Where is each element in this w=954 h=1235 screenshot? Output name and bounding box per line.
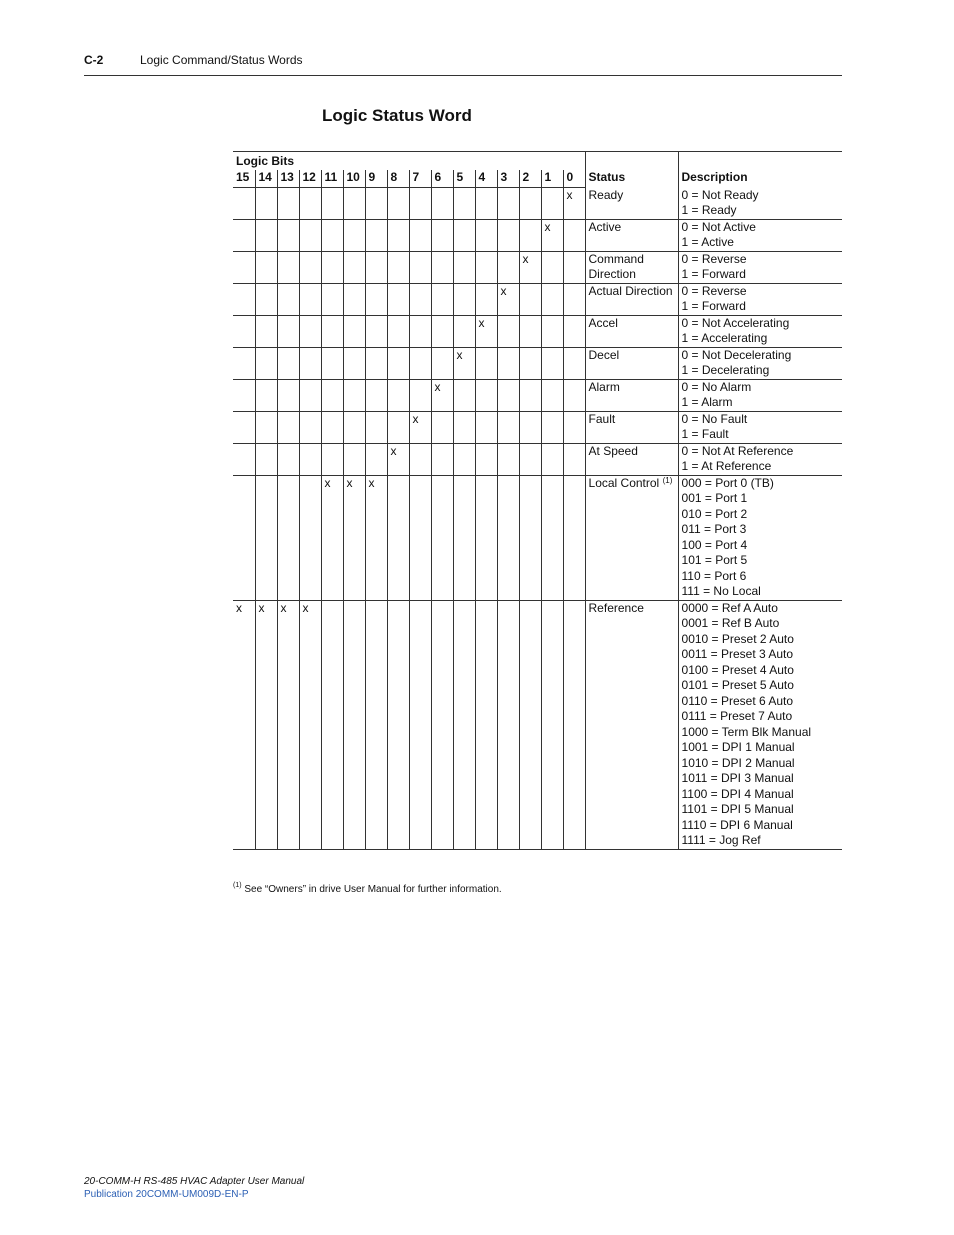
bit-cell bbox=[453, 411, 475, 443]
status-label: Accel bbox=[588, 315, 618, 330]
bit-cell bbox=[233, 283, 255, 315]
bit-cell bbox=[563, 475, 585, 600]
status-label: Reference bbox=[588, 600, 644, 615]
description-line: 0 = Reverse bbox=[681, 283, 747, 298]
bit-cell bbox=[277, 411, 299, 443]
status-label: Ready bbox=[588, 187, 624, 202]
bit-cell bbox=[365, 315, 387, 347]
bit-cell bbox=[343, 600, 365, 849]
bit-cell bbox=[519, 315, 541, 347]
table-row bbox=[233, 188, 842, 220]
bit-cell bbox=[563, 283, 585, 315]
description-line: 1 = Forward bbox=[681, 299, 746, 313]
page-header bbox=[84, 53, 842, 76]
description-cell bbox=[678, 411, 842, 443]
page-title: Logic Status Word bbox=[322, 106, 472, 125]
status-label: Fault bbox=[588, 411, 616, 426]
status-cell bbox=[585, 379, 678, 411]
section-title: Logic Command/Status Words bbox=[140, 53, 303, 67]
description-cell bbox=[678, 475, 842, 600]
status-cell bbox=[585, 443, 678, 475]
table-row bbox=[233, 315, 842, 347]
bit-cell bbox=[387, 219, 409, 251]
footnote-text: See “Owners” in drive User Manual for further information. bbox=[244, 884, 502, 895]
description-line: 1 = Decelerating bbox=[681, 363, 770, 377]
bit-cell: x bbox=[255, 600, 277, 849]
bit-cell: x bbox=[233, 600, 255, 849]
description-line: 011 = Port 3 bbox=[681, 522, 747, 536]
bit-cell bbox=[387, 283, 409, 315]
bit-cell: x bbox=[299, 600, 321, 849]
bit-cell bbox=[431, 443, 453, 475]
description-line: 0 = Not Decelerating bbox=[681, 347, 792, 362]
description-line: 1000 = Term Blk Manual bbox=[681, 724, 812, 739]
description-cell bbox=[678, 443, 842, 475]
bit-cell: x bbox=[321, 475, 343, 600]
description-cell bbox=[678, 283, 842, 315]
bit-cell: x bbox=[497, 283, 519, 315]
bit-cell bbox=[409, 347, 431, 379]
description-line: 1110 = DPI 6 Manual bbox=[681, 817, 793, 832]
bit-cell bbox=[255, 251, 277, 283]
description-line: 0 = No Alarm bbox=[681, 379, 752, 394]
bit-cell bbox=[431, 411, 453, 443]
description-cell bbox=[678, 188, 842, 220]
bit-cell bbox=[387, 315, 409, 347]
bit-cell bbox=[387, 251, 409, 283]
bit-cell bbox=[409, 219, 431, 251]
bit-cell bbox=[475, 219, 497, 251]
bit-cell bbox=[453, 219, 475, 251]
bit-cell bbox=[233, 411, 255, 443]
description-line: 1001 = DPI 1 Manual bbox=[681, 740, 795, 754]
page-number: C-2 bbox=[84, 53, 104, 67]
bit-cell bbox=[541, 475, 563, 600]
bit-cell: x bbox=[519, 251, 541, 283]
bit-cell bbox=[343, 315, 365, 347]
bit-cell bbox=[299, 379, 321, 411]
bit-cell bbox=[233, 379, 255, 411]
bit-cell bbox=[365, 600, 387, 849]
description-line: 1111 = Jog Ref bbox=[681, 833, 761, 847]
bit-cell bbox=[431, 188, 453, 220]
bit-cell bbox=[453, 251, 475, 283]
description-line: 0 = Not Ready bbox=[681, 187, 759, 202]
bit-cell bbox=[277, 443, 299, 475]
bit-cell bbox=[299, 411, 321, 443]
bit-cell bbox=[541, 347, 563, 379]
bit-cell bbox=[299, 443, 321, 475]
logic-bits-header: Logic Bits bbox=[233, 152, 585, 171]
status-cell bbox=[585, 411, 678, 443]
bit-cell bbox=[475, 347, 497, 379]
description-line: 1010 = DPI 2 Manual bbox=[681, 755, 795, 770]
footnote-reference: (1) bbox=[662, 475, 673, 485]
bit-cell bbox=[453, 283, 475, 315]
bit-cell bbox=[299, 315, 321, 347]
bit-cell bbox=[541, 379, 563, 411]
bit-cell bbox=[497, 347, 519, 379]
bit-cell bbox=[321, 219, 343, 251]
bit-cell bbox=[299, 219, 321, 251]
bit-cell bbox=[321, 600, 343, 849]
bit-cell bbox=[387, 600, 409, 849]
bit-cell bbox=[409, 251, 431, 283]
status-cell bbox=[585, 219, 678, 251]
bit-cell bbox=[233, 251, 255, 283]
bit-cell bbox=[563, 315, 585, 347]
status-label: Alarm bbox=[588, 379, 620, 394]
bit-cell bbox=[343, 283, 365, 315]
bit-header-12: 12 bbox=[299, 170, 321, 188]
bit-header-2: 2 bbox=[519, 170, 541, 188]
bit-cell bbox=[475, 251, 497, 283]
table-row bbox=[233, 411, 842, 443]
description-line: 0110 = Preset 6 Auto bbox=[681, 693, 794, 708]
bit-cell bbox=[299, 283, 321, 315]
bit-cell bbox=[255, 475, 277, 600]
description-line: 0 = Not Accelerating bbox=[681, 315, 790, 330]
page-footer bbox=[84, 1175, 304, 1201]
description-line: 0011 = Preset 3 Auto bbox=[681, 647, 794, 661]
bit-cell bbox=[541, 411, 563, 443]
bit-cell bbox=[387, 379, 409, 411]
bit-header-3: 3 bbox=[497, 170, 519, 188]
description-line: 0101 = Preset 5 Auto bbox=[681, 678, 794, 692]
bit-header-6: 6 bbox=[431, 170, 453, 188]
bit-cell bbox=[255, 315, 277, 347]
bit-cell bbox=[255, 443, 277, 475]
bit-cell bbox=[365, 443, 387, 475]
bit-cell bbox=[299, 347, 321, 379]
description-line: 1 = Accelerating bbox=[681, 331, 768, 345]
bit-cell bbox=[277, 219, 299, 251]
bit-header-5: 5 bbox=[453, 170, 475, 188]
bit-header-11: 11 bbox=[321, 170, 343, 188]
bit-cell bbox=[343, 188, 365, 220]
bit-cell bbox=[475, 443, 497, 475]
bit-cell bbox=[409, 475, 431, 600]
description-cell bbox=[678, 600, 842, 849]
table-row bbox=[233, 347, 842, 379]
description-line: 110 = Port 6 bbox=[681, 568, 747, 583]
bit-cell: x bbox=[409, 411, 431, 443]
status-label: Decel bbox=[588, 347, 620, 362]
bit-cell bbox=[299, 251, 321, 283]
bit-cell bbox=[497, 188, 519, 220]
footnote bbox=[233, 884, 502, 895]
bit-cell bbox=[519, 379, 541, 411]
description-cell bbox=[678, 315, 842, 347]
status-cell bbox=[585, 600, 678, 849]
status-column-header: Status bbox=[585, 152, 678, 188]
bit-cell bbox=[431, 283, 453, 315]
bit-cell bbox=[299, 475, 321, 600]
description-column-header: Description bbox=[678, 152, 842, 188]
bit-cell bbox=[321, 188, 343, 220]
description-line: 1100 = DPI 4 Manual bbox=[681, 786, 794, 801]
bit-cell bbox=[475, 379, 497, 411]
bit-cell bbox=[409, 443, 431, 475]
description-cell bbox=[678, 251, 842, 283]
bit-cell bbox=[255, 411, 277, 443]
bit-cell bbox=[519, 443, 541, 475]
bit-cell bbox=[277, 379, 299, 411]
description-line: 010 = Port 2 bbox=[681, 506, 748, 521]
bit-cell bbox=[409, 315, 431, 347]
bit-cell bbox=[409, 188, 431, 220]
description-line: 1 = Fault bbox=[681, 427, 729, 441]
bit-cell bbox=[519, 283, 541, 315]
bit-cell bbox=[387, 347, 409, 379]
bit-cell bbox=[431, 475, 453, 600]
bit-header-8: 8 bbox=[387, 170, 409, 188]
description-line: 1 = Active bbox=[681, 235, 734, 249]
bit-cell bbox=[233, 475, 255, 600]
bit-cell bbox=[563, 219, 585, 251]
description-line: 1 = Alarm bbox=[681, 395, 733, 409]
bit-cell bbox=[431, 315, 453, 347]
bit-cell bbox=[409, 379, 431, 411]
description-line: 1011 = DPI 3 Manual bbox=[681, 771, 794, 785]
description-line: 0010 = Preset 2 Auto bbox=[681, 631, 794, 646]
bit-cell: x bbox=[343, 475, 365, 600]
bit-cell bbox=[233, 219, 255, 251]
table-row bbox=[233, 219, 842, 251]
manual-title: 20-COMM-H RS-485 HVAC Adapter User Manual bbox=[84, 1176, 305, 1187]
bit-cell bbox=[409, 283, 431, 315]
bit-cell bbox=[343, 379, 365, 411]
footnote-marker: (1) bbox=[233, 882, 242, 889]
bit-header-1: 1 bbox=[541, 170, 563, 188]
bit-cell bbox=[519, 219, 541, 251]
bit-cell bbox=[519, 188, 541, 220]
bit-cell bbox=[497, 411, 519, 443]
status-cell bbox=[585, 347, 678, 379]
bit-header-14: 14 bbox=[255, 170, 277, 188]
bit-cell bbox=[519, 347, 541, 379]
bit-cell bbox=[255, 379, 277, 411]
status-label: Local Control bbox=[588, 475, 660, 490]
bit-cell bbox=[321, 379, 343, 411]
status-cell bbox=[585, 283, 678, 315]
status-cell bbox=[585, 315, 678, 347]
bit-cell bbox=[255, 188, 277, 220]
bit-cell bbox=[321, 251, 343, 283]
description-cell bbox=[678, 347, 842, 379]
bit-cell: x bbox=[541, 219, 563, 251]
description-line: 1 = Forward bbox=[681, 267, 746, 281]
bit-cell bbox=[387, 475, 409, 600]
bit-header-9: 9 bbox=[365, 170, 387, 188]
description-line: 0 = No Fault bbox=[681, 411, 748, 426]
bit-cell bbox=[431, 347, 453, 379]
bit-cell bbox=[563, 600, 585, 849]
bit-cell bbox=[277, 347, 299, 379]
description-line: 1 = Ready bbox=[681, 203, 737, 217]
bit-cell bbox=[233, 347, 255, 379]
logic-status-table bbox=[233, 151, 842, 850]
bit-cell bbox=[563, 251, 585, 283]
bit-header-13: 13 bbox=[277, 170, 299, 188]
bit-cell: x bbox=[431, 379, 453, 411]
bit-cell bbox=[277, 315, 299, 347]
bit-cell bbox=[453, 475, 475, 600]
bit-cell bbox=[233, 188, 255, 220]
bit-cell bbox=[541, 600, 563, 849]
bit-cell bbox=[321, 315, 343, 347]
bit-cell bbox=[497, 219, 519, 251]
bit-cell bbox=[321, 347, 343, 379]
table-row bbox=[233, 443, 842, 475]
bit-cell bbox=[277, 283, 299, 315]
bit-cell bbox=[387, 411, 409, 443]
bit-cell bbox=[277, 475, 299, 600]
description-cell bbox=[678, 379, 842, 411]
bit-cell bbox=[365, 347, 387, 379]
bit-header-4: 4 bbox=[475, 170, 497, 188]
bit-cell bbox=[563, 347, 585, 379]
bit-cell bbox=[365, 411, 387, 443]
bit-cell bbox=[453, 443, 475, 475]
description-line: 111 = No Local bbox=[681, 584, 761, 598]
publication-link[interactable]: Publication 20COMM-UM009D-EN-P bbox=[84, 1189, 249, 1200]
description-line: 0 = Reverse bbox=[681, 251, 747, 266]
bit-cell bbox=[475, 600, 497, 849]
bit-cell bbox=[497, 600, 519, 849]
bit-cell bbox=[343, 219, 365, 251]
bit-cell bbox=[431, 600, 453, 849]
bit-cell bbox=[365, 283, 387, 315]
bit-cell bbox=[475, 411, 497, 443]
bit-cell bbox=[365, 219, 387, 251]
bit-cell bbox=[233, 315, 255, 347]
bit-cell bbox=[475, 283, 497, 315]
description-line: 001 = Port 1 bbox=[681, 491, 748, 505]
bit-cell bbox=[519, 600, 541, 849]
bit-cell bbox=[343, 443, 365, 475]
bit-cell bbox=[387, 188, 409, 220]
bit-header-15: 15 bbox=[233, 170, 255, 188]
bit-cell bbox=[365, 251, 387, 283]
description-line: 0000 = Ref A Auto bbox=[681, 600, 778, 615]
bit-cell bbox=[519, 411, 541, 443]
bit-cell bbox=[541, 188, 563, 220]
description-line: 1101 = DPI 5 Manual bbox=[681, 802, 794, 816]
table-row bbox=[233, 283, 842, 315]
status-label: Actual Direction bbox=[588, 283, 673, 298]
bit-cell bbox=[497, 443, 519, 475]
bit-cell: x bbox=[563, 188, 585, 220]
bit-cell bbox=[299, 188, 321, 220]
bit-cell bbox=[453, 600, 475, 849]
bit-cell: x bbox=[365, 475, 387, 600]
bit-header-10: 10 bbox=[343, 170, 365, 188]
status-label: Active bbox=[588, 219, 622, 234]
table-row bbox=[233, 251, 842, 283]
description-line: 000 = Port 0 (TB) bbox=[681, 475, 774, 490]
bit-cell: x bbox=[453, 347, 475, 379]
bit-cell bbox=[343, 411, 365, 443]
status-label: Command Direction bbox=[588, 251, 644, 281]
bit-cell bbox=[497, 379, 519, 411]
bit-cell bbox=[255, 347, 277, 379]
description-line: 0111 = Preset 7 Auto bbox=[681, 709, 793, 723]
bit-cell bbox=[233, 443, 255, 475]
bit-cell bbox=[277, 188, 299, 220]
bit-cell: x bbox=[475, 315, 497, 347]
bit-header-7: 7 bbox=[409, 170, 431, 188]
bit-cell bbox=[497, 475, 519, 600]
bit-cell bbox=[321, 411, 343, 443]
bit-cell bbox=[475, 188, 497, 220]
status-cell bbox=[585, 251, 678, 283]
bit-cell bbox=[541, 443, 563, 475]
bit-cell bbox=[475, 475, 497, 600]
status-cell bbox=[585, 188, 678, 220]
bit-cell bbox=[541, 251, 563, 283]
bit-cell bbox=[431, 251, 453, 283]
bit-cell bbox=[563, 379, 585, 411]
description-line: 0001 = Ref B Auto bbox=[681, 616, 780, 630]
bit-cell bbox=[497, 315, 519, 347]
bit-cell bbox=[321, 283, 343, 315]
bit-cell bbox=[255, 219, 277, 251]
bit-cell bbox=[365, 379, 387, 411]
table-row bbox=[233, 379, 842, 411]
description-line: 100 = Port 4 bbox=[681, 537, 748, 552]
bit-cell bbox=[453, 315, 475, 347]
bit-cell bbox=[563, 411, 585, 443]
bit-cell bbox=[453, 188, 475, 220]
table-row bbox=[233, 600, 842, 849]
bit-cell bbox=[343, 347, 365, 379]
bit-cell bbox=[409, 600, 431, 849]
description-line: 101 = Port 5 bbox=[681, 553, 748, 567]
bit-cell: x bbox=[387, 443, 409, 475]
table-row bbox=[233, 475, 842, 600]
description-line: 0 = Not Active bbox=[681, 219, 756, 234]
bit-cell bbox=[431, 219, 453, 251]
description-line: 0100 = Preset 4 Auto bbox=[681, 662, 794, 677]
bit-cell bbox=[255, 283, 277, 315]
bit-header-0: 0 bbox=[563, 170, 585, 188]
bit-cell: x bbox=[277, 600, 299, 849]
bit-cell bbox=[563, 443, 585, 475]
bit-cell bbox=[453, 379, 475, 411]
bit-cell bbox=[365, 188, 387, 220]
description-line: 0 = Not At Reference bbox=[681, 443, 794, 458]
bit-cell bbox=[541, 315, 563, 347]
bit-cell bbox=[321, 443, 343, 475]
bit-cell bbox=[519, 475, 541, 600]
description-line: 1 = At Reference bbox=[681, 459, 772, 473]
bit-cell bbox=[541, 283, 563, 315]
bit-cell bbox=[497, 251, 519, 283]
status-label: At Speed bbox=[588, 443, 638, 458]
bit-cell bbox=[277, 251, 299, 283]
status-cell bbox=[585, 475, 678, 600]
description-cell bbox=[678, 219, 842, 251]
bit-cell bbox=[343, 251, 365, 283]
